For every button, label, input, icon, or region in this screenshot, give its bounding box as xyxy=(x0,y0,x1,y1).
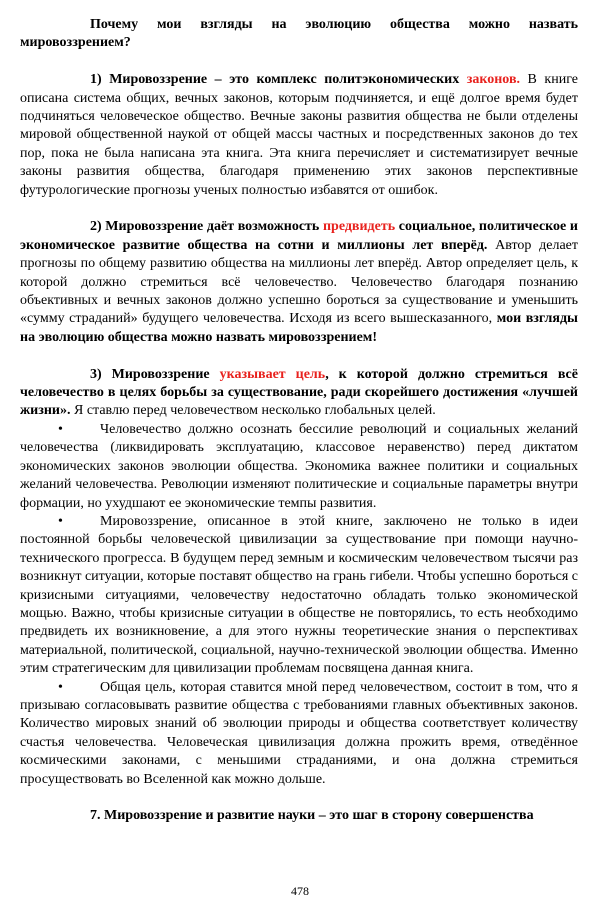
page-number: 478 xyxy=(291,884,309,898)
bullet-icon: • xyxy=(58,421,63,437)
point-1-body: В книге описана система общих, вечных законов, которым подчиняется, и ещё долгое время будет подчиняться человеческое общество. Вечные законы развития общества не были отделены мировой общественной наукой от общей массы частных и посредственных законов до тех пор, пока не была написана эта книга. Эта книга перечисляет и систематизирует вечные законы развития общества, благодаря применению этих законов перспективные футурологические прогнозы ученых полностью избавятся от ошибок. xyxy=(20,72,578,198)
point-1 xyxy=(20,71,578,200)
document-page xyxy=(20,16,578,826)
bullet-icon: • xyxy=(58,679,63,695)
bullet-item xyxy=(20,421,578,513)
bullet-icon: • xyxy=(58,513,63,529)
point-2-highlight: предвидеть xyxy=(322,219,396,235)
point-2 xyxy=(20,218,578,347)
bullet-item xyxy=(20,513,578,679)
point-2-body: Автор делает прогнозы по общему развитию общества на миллионы лет вперёд. Автор определяет цель, к которой должно стремиться всё человечество. Человечество благодаря познанию объективных и вечных законов должно успешно бороться за существование и уменьшить «сумму страданий» будущего человечества. Исходя из всего вышесказанного, xyxy=(20,237,578,327)
point-2-bold: социальное, политическое и экономическое развитие общества на сотни и миллионы лет вперёд. xyxy=(20,219,578,253)
point-3-highlight: указывает цель xyxy=(219,366,326,382)
point-2-conclusion: мои взгляды на эволюцию общества можно назвать мировоззрением! xyxy=(20,311,578,345)
point-2-lead: 2) Мировоззрение даёт возможность xyxy=(90,219,323,235)
bullet-text: Мировоззрение, описанное в этой книге, заключено не только в идеи постоянной борьбы человеческой цивилизации за существование при помощи научно-технического прогресса. В будущем перед земным и космическим человечеством тысячи раз возникнут ситуации, которые поставят общество на грань гибели. Чтобы успешно бороться с кризисными ситуациями, человечеству недостаточно обладать только экономической мощью. Важно, чтобы кризисные ситуации в обществе не повторялись, то есть необходимо предвидеть их возникновение, а для этого нужны теоретические знания о перспективах материальной, политической, социальной, научно-технической эволюции общества. Именно этим стратегическим для цивилизации проблемам посвящена данная книга. xyxy=(20,513,578,677)
point-1-lead: 1) Мировоззрение – это комплекс политэкономических xyxy=(90,72,467,88)
point-3-body: Я ставлю перед человечеством несколько глобальных целей. xyxy=(70,403,436,419)
point-3-bold: , к которой должно стремиться всё человечество в целях борьбы за существование, ради скорейшего достижения «лучшей жизни». xyxy=(20,366,578,419)
point-3 xyxy=(20,366,578,421)
bullet-item xyxy=(20,679,578,789)
point-3-lead: 3) Мировоззрение xyxy=(90,366,220,382)
bullet-text: Человечество должно осознать бессилие революций и социальных желаний человечества (ликвидировать эксплуатацию, классовое неравенство) перед диктатом экономических законов эволюции общества. Экономика важнее политики и социальных желаний человечества. Революции изменяют политические и социальные параметры внутри формации, но ухудшают ее экономические темпы развития. xyxy=(20,421,578,511)
section-7-heading: 7. Мировоззрение и развитие науки – это шаг в сторону совершенства xyxy=(90,808,534,824)
point-1-highlight: законов. xyxy=(466,72,521,88)
section-title: Почему мои взгляды на эволюцию общества можно назвать мировоззрением? xyxy=(20,17,578,51)
bullet-text: Общая цель, которая ставится мной перед человечеством, состоит в том, что я призываю согласовывать развитие общества с требованиями главных объективных законов. Количество мировых знаний об эволюции природы и общества соответствует количеству счастья человечества. Человеческая цивилизация должна прожить время, отведённое космическими законами, с меньшими страданиями, и она должна стремиться просуществовать во Вселенной как можно дольше. xyxy=(20,679,578,787)
